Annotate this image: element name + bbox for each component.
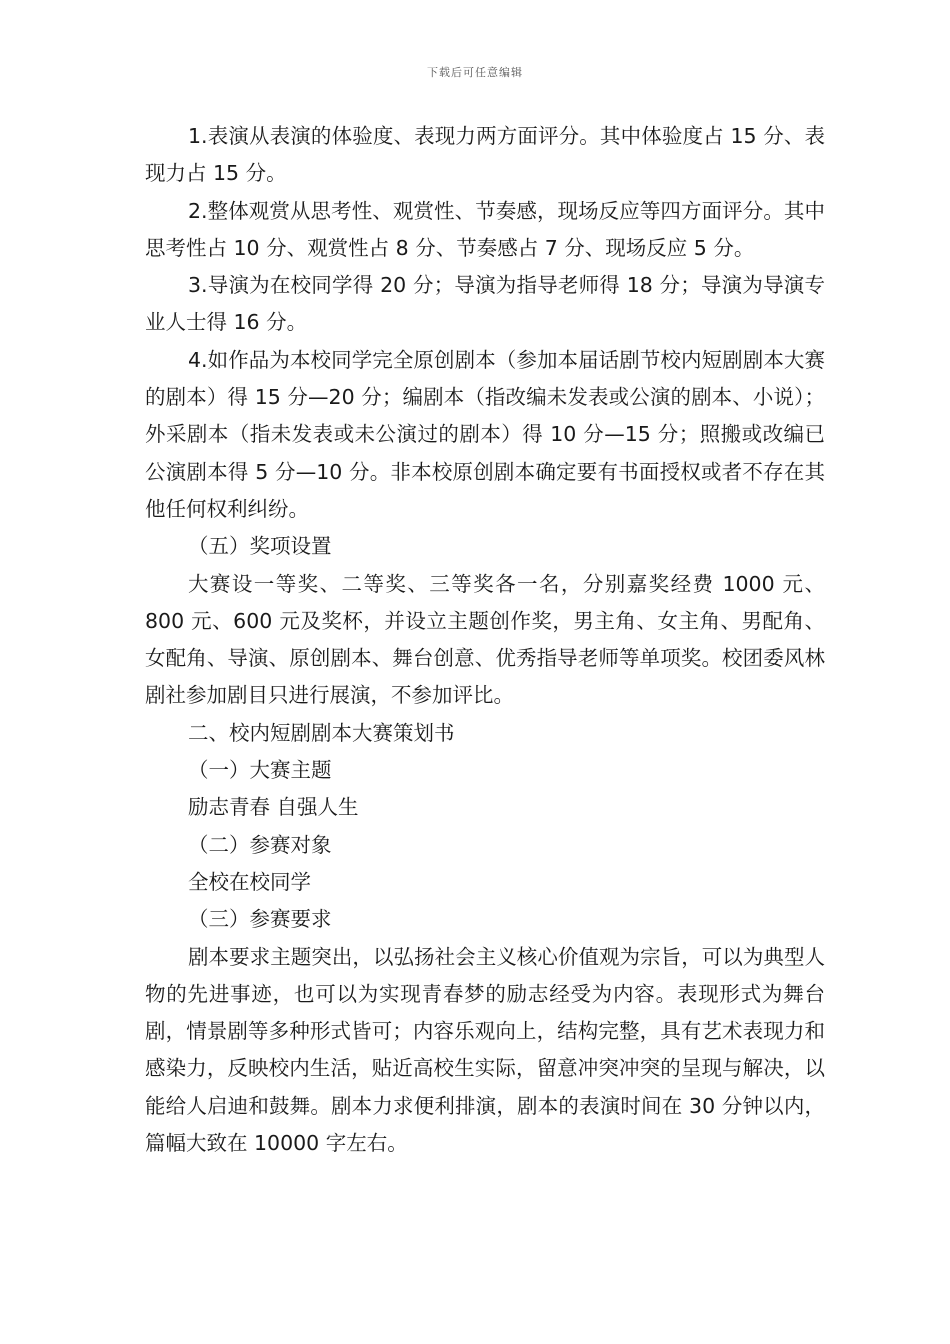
scoring-rule-script: 4.如作品为本校同学完全原创剧本（参加本届话剧节校内短剧剧本大赛的剧本）得 15 分—20 分；编剧本（指改编未发表或公演的剧本、小说）；外采剧本（指未发表或未公演过的剧本）得 10 分—15 分；照搬或改编已公演剧本得 5 分—10 分。非本校原创剧本确定要有书面授权或者不存在其他任何权利纠纷。 [145, 347, 825, 521]
section-heading-script-contest: 二、校内短剧剧本大赛策划书 [188, 720, 455, 745]
scoring-rule-overall-viewing: 2.整体观赏从思考性、观赏性、节奏感，现场反应等四方面评分。其中思考性占 10 分、观赏性占 8 分、节奏感占 7 分、现场反应 5 分。 [145, 198, 825, 260]
document-body [145, 118, 825, 1162]
scoring-rule-director: 3.导演为在校同学得 20 分；导演为指导老师得 18 分；导演为导演专业人士得 16 分。 [145, 273, 825, 335]
awards-description: 大赛设一等奖、二等奖、三等奖各一名，分别嘉奖经费 1000 元、800 元、600 元及奖杯，并设立主题创作奖，男主角、女主角、男配角、女配角、导演、原创剧本、舞台创意、优秀指导老师等单项奖。校团委风林剧社参加剧目只进行展演，不参加评比。 [145, 571, 825, 708]
requirements-text: 剧本要求主题突出，以弘扬社会主义核心价值观为宗旨，可以为典型人物的先进事迹，也可以为实现青春梦的励志经受为内容。表现形式为舞台剧，情景剧等多种形式皆可；内容乐观向上，结构完整，具有艺术表现力和感染力，反映校内生活，贴近高校生实际，留意冲突冲突的呈现与解决，以能给人启迪和鼓舞。剧本力求便利排演，剧本的表演时间在 30 分钟以内，篇幅大致在 10000 字左右。 [145, 944, 825, 1156]
theme-text: 励志青春 自强人生 [188, 795, 359, 820]
section-heading-requirements: （三）参赛要求 [188, 907, 332, 932]
scoring-rule-performance: 1.表演从表演的体验度、表现力两方面评分。其中体验度占 15 分、表现力占 15 分。 [145, 124, 825, 186]
section-heading-awards: （五）奖项设置 [188, 534, 332, 559]
section-heading-theme: （一）大赛主题 [188, 758, 332, 783]
participants-text: 全校在校同学 [188, 869, 311, 894]
page-header: 下载后可任意编辑 [427, 66, 523, 79]
section-heading-participants: （二）参赛对象 [188, 832, 332, 857]
